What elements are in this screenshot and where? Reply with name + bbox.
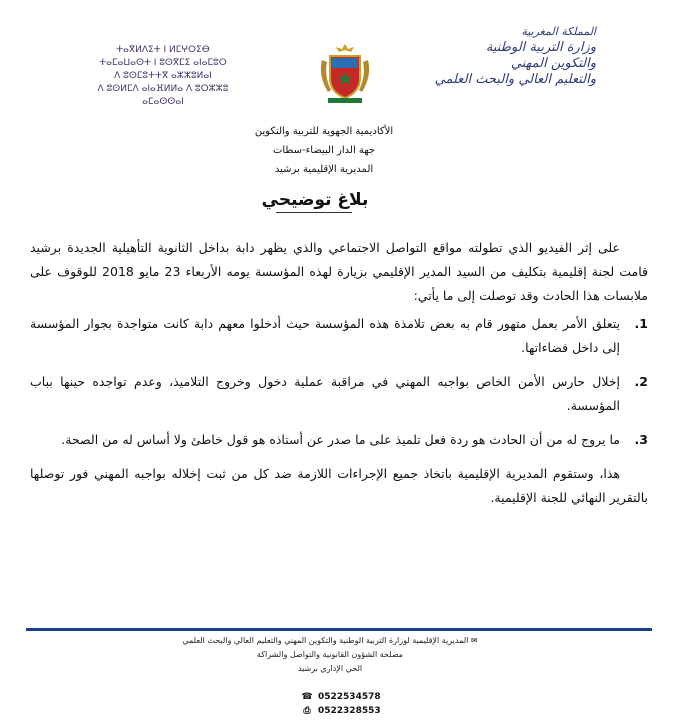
tifinagh-line: ⴷ ⵓⵙⵎⵓⵜⵜⴳ ⴰⵣⵣⵓⵍⴰⵏ (114, 71, 212, 81)
phone-row (300, 690, 420, 704)
footer-rule (26, 628, 652, 631)
tifinagh-line: ⵜⴰⴳⵍⴷⵉⵜ ⵏ ⵍⵎⵖⵔⵉⴱ (116, 45, 210, 55)
tifinagh-line: ⵜⴰⵎⴰⵡⴰⵙⵜ ⵏ ⵓⵙⴳⵎⵉ ⴰⵏⴰⵎⵓⵔ (99, 58, 227, 68)
item-number: 1. (634, 316, 648, 331)
closing-paragraph: هذا، وستقوم المديرية الإقليمية باتخاذ جميع الإجراءات اللازمة ضد كل من ثبت إخلاله بواجبه المهني فور توصلها بالتقرير النهائي للجنة الإقليمية. (30, 466, 648, 505)
academy-name: الأكاديمية الجهوية للتربية والتكوين (254, 126, 394, 137)
sender-block (230, 122, 418, 179)
item-number: 3. (634, 432, 648, 447)
fax-number: 0522328553 (318, 706, 381, 716)
ministry-header (396, 24, 596, 88)
fax-row (300, 704, 420, 718)
directorate-name: المديرية الإقليمية برشيد (274, 164, 374, 175)
document-title: بلاغ توضيحي (261, 190, 369, 210)
phone-number: 0522534578 (318, 692, 381, 702)
kingdom-name: المملكة المغربية (521, 25, 596, 38)
list-item (30, 312, 648, 360)
contact-numbers (300, 690, 420, 718)
telephone-icon: ☎ (301, 692, 313, 702)
findings-list (30, 312, 648, 452)
envelope-icon: ✉ (470, 636, 478, 645)
ministry-line: والتكوين المهني (510, 56, 596, 71)
footer-service: مصلحة الشؤون القانونية والتواصل والشراكة (256, 650, 404, 659)
item-text: إخلال حارس الأمن الخاص بواجبه المهني في مراقبة عملية دخول وخروج التلاميذ، وعدم تواجده حينها بباب المؤسسة. (30, 374, 620, 413)
region-name: جهة الدار البيضاء-سطات (272, 145, 376, 156)
footer-location: الحي الإداري برشيد (297, 664, 363, 673)
title-underline (276, 212, 352, 213)
fax-icon: ⎙ (303, 706, 311, 716)
tifinagh-header (88, 44, 238, 109)
list-item (30, 428, 648, 452)
list-item (30, 370, 648, 418)
footer-block (150, 634, 510, 676)
intro-paragraph: على إثر الفيديو الذي تطولته مواقع التواصل الاجتماعي والذي يظهر دابة بداخل الثانوية التأهيلية الجديدة برشيد قامت لجنة إقليمية بتكليف من السيد المدير الإقليمي بزيارة لهذه المؤسسة يومه الأربعاء 23 مايو 2018 للوقوف على ملابسات هذا الحادث وقد توصلت إلى ما يأتي: (30, 240, 649, 303)
ministry-line: والتعليم العالي والبحث العلمي (434, 72, 596, 87)
item-text: ما يروج له من أن الحادث هو ردة فعل تلميذ على ما صدر عن أستاذه هو قول خاطئ ولا أساس له من الصحة. (61, 432, 620, 447)
document-body (30, 236, 648, 510)
ministry-line: وزارة التربية الوطنية (485, 40, 596, 55)
footer-address (150, 634, 510, 648)
moroccan-coat-of-arms-icon (318, 40, 372, 106)
footer-directorate: المديرية الإقليمية لوزارة التربية الوطنية والتكوين المهني والتعليم العالي والبحث العلمي (182, 636, 469, 645)
item-number: 2. (634, 374, 648, 389)
item-text: يتعلق الأمر بعمل متهور قام به بعض تلامذة هذه المؤسسة حيث أدخلوا معهم دابة كانت متواجدة بجوار المؤسسة إلى داخل فضاءاتها. (30, 316, 620, 355)
tifinagh-line: ⴷ ⵓⵙⵍⵎⴷ ⴰⵏⴰⴼⵍⵍⴰ ⴷ ⵓⵔⵣⵣⵓ ⴰⵎⴰⵙⵙⴰⵏ (97, 84, 229, 107)
